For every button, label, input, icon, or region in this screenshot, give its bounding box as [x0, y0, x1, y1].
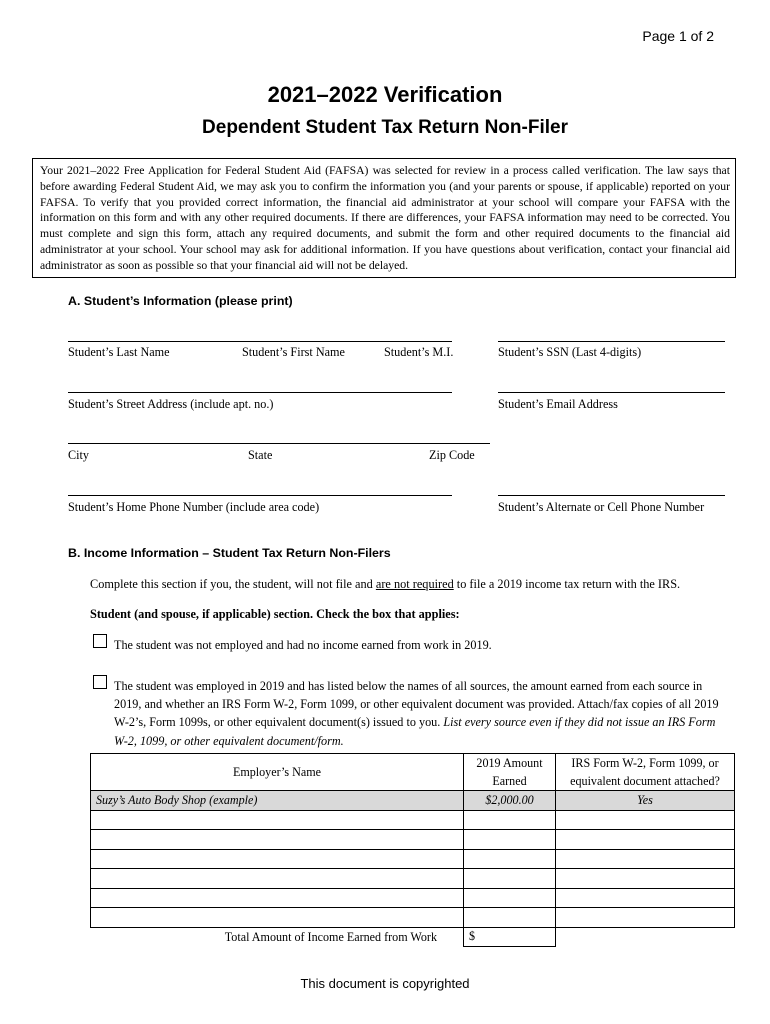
address-line[interactable]: [68, 392, 452, 393]
employer-table: [90, 753, 735, 947]
col-attached-header: IRS Form W-2, Form 1099, or equivalent document attached?: [556, 754, 735, 791]
section-a-heading: A. Student’s Information (please print): [68, 294, 293, 308]
not-employed-checkbox[interactable]: [93, 634, 107, 648]
table-header-row: [91, 754, 735, 791]
last-name-label: Student’s Last Name: [68, 345, 170, 359]
attached-cell[interactable]: [556, 810, 735, 830]
section-b-instruction: [90, 577, 680, 592]
instruction-text: Complete this section if you, the student, will not file and: [90, 577, 376, 591]
employer-cell[interactable]: [91, 869, 464, 889]
table-row-example: [91, 791, 735, 811]
ssn-line[interactable]: [498, 341, 725, 342]
state-label: State: [248, 448, 273, 462]
copyright-footer: This document is copyrighted: [300, 976, 470, 991]
employer-cell[interactable]: [91, 810, 464, 830]
ssn-label: Student’s SSN (Last 4-digits): [498, 345, 642, 359]
email-line[interactable]: [498, 392, 725, 393]
zip-label: Zip Code: [429, 448, 475, 462]
instruction-underlined: are not required: [375, 577, 454, 591]
form-subtitle: Dependent Student Tax Return Non-Filer: [202, 117, 568, 138]
name-line[interactable]: [68, 341, 452, 342]
total-label: Total Amount of Income Earned from Work: [224, 929, 437, 944]
table-row: [91, 908, 735, 928]
amount-cell[interactable]: [464, 830, 556, 850]
attached-cell[interactable]: [556, 869, 735, 889]
email-label: Student’s Email Address: [498, 397, 618, 411]
amount-cell[interactable]: [464, 869, 556, 889]
attached-cell[interactable]: [556, 908, 735, 928]
home-phone-label: Student’s Home Phone Number (include area code): [68, 500, 320, 514]
employed-checkbox[interactable]: [93, 675, 107, 689]
attached-cell[interactable]: [556, 888, 735, 908]
alt-phone-line[interactable]: [498, 495, 725, 496]
table-row: [91, 888, 735, 908]
employed-italic-note: List every source even if they did not issue an IRS Form W-2, 1099, or other equivalent document/form.: [114, 715, 716, 748]
example-attached: Yes: [556, 791, 735, 811]
page-number: Page 1 of 2: [642, 28, 714, 44]
home-phone-line[interactable]: [68, 495, 452, 496]
first-name-label: Student’s First Name: [242, 345, 345, 359]
total-amount-cell[interactable]: $: [464, 927, 556, 947]
intro-box: Your 2021–2022 Free Application for Federal Student Aid (FAFSA) was selected for review in a process called verification. The law says that before awarding Federal Student Aid, we may ask you to confirm the information you (and your parents or spouse, if applicable) reported on your FAFSA. To verify that you provided correct information, the financial aid administrator at your school will compare your FAFSA with the information on this form and with any other required documents. If there are differences, your FAFSA information may need to be corrected. You must complete and sign this form, attach any required documents, and submit the form and other required documents to the financial aid administrator at your school. Your school may ask for additional information. If you have questions about verification, contact your financial aid administrator as soon as possible so that your financial aid will not be delayed.: [32, 158, 736, 278]
attached-cell[interactable]: [556, 849, 735, 869]
attached-cell[interactable]: [556, 830, 735, 850]
amount-cell[interactable]: [464, 888, 556, 908]
col-employer-header: Employer’s Name: [91, 754, 464, 791]
table-row: [91, 810, 735, 830]
city-label: City: [68, 448, 89, 462]
table-row: [91, 869, 735, 889]
not-employed-label: The student was not employed and had no income earned from work in 2019.: [114, 638, 492, 652]
table-total-row: [91, 927, 735, 947]
amount-cell[interactable]: [464, 849, 556, 869]
example-employer: Suzy’s Auto Body Shop (example): [91, 791, 464, 811]
section-b-heading: B. Income Information – Student Tax Return Non-Filers: [68, 546, 391, 560]
example-amount: $2,000.00: [464, 791, 556, 811]
employer-cell[interactable]: [91, 888, 464, 908]
employer-cell[interactable]: [91, 830, 464, 850]
amount-cell[interactable]: [464, 908, 556, 928]
table-row: [91, 830, 735, 850]
table-row: [91, 849, 735, 869]
form-title: 2021–2022 Verification: [267, 82, 503, 107]
amount-cell[interactable]: [464, 810, 556, 830]
check-heading: Student (and spouse, if applicable) section. Check the box that applies:: [90, 607, 460, 621]
employed-label: [114, 677, 726, 750]
address-label: Student’s Street Address (include apt. no.): [68, 397, 274, 411]
alt-phone-label: Student’s Alternate or Cell Phone Number: [498, 500, 705, 514]
employed-text: The student was employed in 2019 and has listed below the names of all sources, the amount earned from each source in 2019, and whether an IRS Form W-2, Form 1099, or other equivalent document was provided. Attach/fax copies of all 2019 W-2’s, Form 1099s, or other equivalent document(s) issued to you.: [114, 679, 719, 730]
mi-label: Student’s M.I.: [384, 345, 454, 359]
employer-cell[interactable]: [91, 908, 464, 928]
col-amount-header: 2019 Amount Earned: [464, 754, 556, 791]
employer-cell[interactable]: [91, 849, 464, 869]
city-state-zip-line[interactable]: [68, 443, 490, 444]
instruction-text-end: to file a 2019 income tax return with the IRS.: [453, 577, 681, 591]
total-empty: [556, 927, 735, 947]
